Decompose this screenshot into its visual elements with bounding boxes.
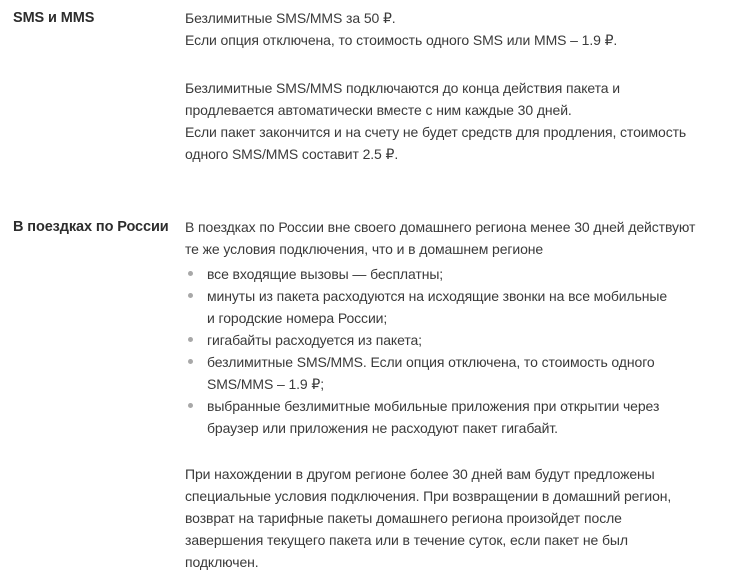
- bullet-text: [207, 263, 741, 285]
- bullet-text: [207, 329, 741, 351]
- text-line: SMS/MMS – 1.9 ₽;: [207, 376, 325, 392]
- section-label: В поездках по России: [13, 219, 169, 235]
- bullet-list-item: [185, 329, 741, 351]
- section-label: SMS и MMS: [13, 10, 95, 26]
- tariff-section: [13, 216, 741, 573]
- text-line: Безлимитные SMS/MMS за 50 ₽.: [185, 10, 396, 26]
- text-line: минуты из пакета расходуются на исходящие звонки на все мобильные: [207, 288, 668, 304]
- bullet-list: [185, 263, 741, 439]
- text-line: завершения текущего пакета или в течение суток, если пакет не был: [185, 532, 628, 548]
- bullet-text: [207, 285, 741, 329]
- text-line: гигабайты расходуется из пакета;: [207, 332, 422, 348]
- text-line: и городские номера России;: [207, 310, 388, 326]
- paragraph: [185, 216, 741, 260]
- section-label-column: [13, 216, 185, 238]
- paragraph: [185, 77, 741, 165]
- section-content-column: [185, 7, 741, 165]
- section-content-column: [185, 216, 741, 573]
- text-line: те же условия подключения, что и в домашнем регионе: [185, 241, 544, 257]
- text-line: все входящие вызовы — бесплатны;: [207, 266, 444, 282]
- bullet-icon: [188, 403, 193, 408]
- text-line: возврат на тарифные пакеты домашнего региона произойдет после: [185, 510, 622, 526]
- tariff-section: [13, 7, 741, 165]
- paragraph: [185, 463, 741, 573]
- text-line: продлевается автоматически вместе с ним каждые 30 дней.: [185, 102, 572, 118]
- tariff-sections: [13, 7, 741, 573]
- section-label-column: [13, 7, 185, 29]
- bullet-icon: [188, 271, 193, 276]
- bullet-list-item: [185, 395, 741, 439]
- bullet-list-item: [185, 285, 741, 329]
- text-line: безлимитные SMS/MMS. Если опция отключена, то стоимость одного: [207, 354, 655, 370]
- text-line: Если опция отключена, то стоимость одного SMS или MMS – 1.9 ₽.: [185, 32, 618, 48]
- text-line: Если пакет закончится и на счету не будет средств для продления, стоимость: [185, 124, 687, 140]
- text-line: Безлимитные SMS/MMS подключаются до конца действия пакета и: [185, 80, 620, 96]
- text-line: браузер или приложения не расходуют пакет гигабайт.: [207, 420, 558, 436]
- text-line: подключен.: [185, 554, 259, 570]
- text-line: При нахождении в другом регионе более 30 дней вам будут предложены: [185, 466, 655, 482]
- text-line: специальные условия подключения. При возвращении в домашний регион,: [185, 488, 672, 504]
- bullet-icon: [188, 293, 193, 298]
- bullet-icon: [188, 359, 193, 364]
- bullet-list-item: [185, 263, 741, 285]
- text-line: выбранные безлимитные мобильные приложения при открытии через: [207, 398, 660, 414]
- paragraph: [185, 7, 741, 51]
- bullet-text: [207, 351, 741, 395]
- text-line: одного SMS/MMS составит 2.5 ₽.: [185, 146, 399, 162]
- bullet-list-item: [185, 351, 741, 395]
- bullet-text: [207, 395, 741, 439]
- text-line: В поездках по России вне своего домашнего региона менее 30 дней действуют: [185, 219, 696, 235]
- bullet-icon: [188, 337, 193, 342]
